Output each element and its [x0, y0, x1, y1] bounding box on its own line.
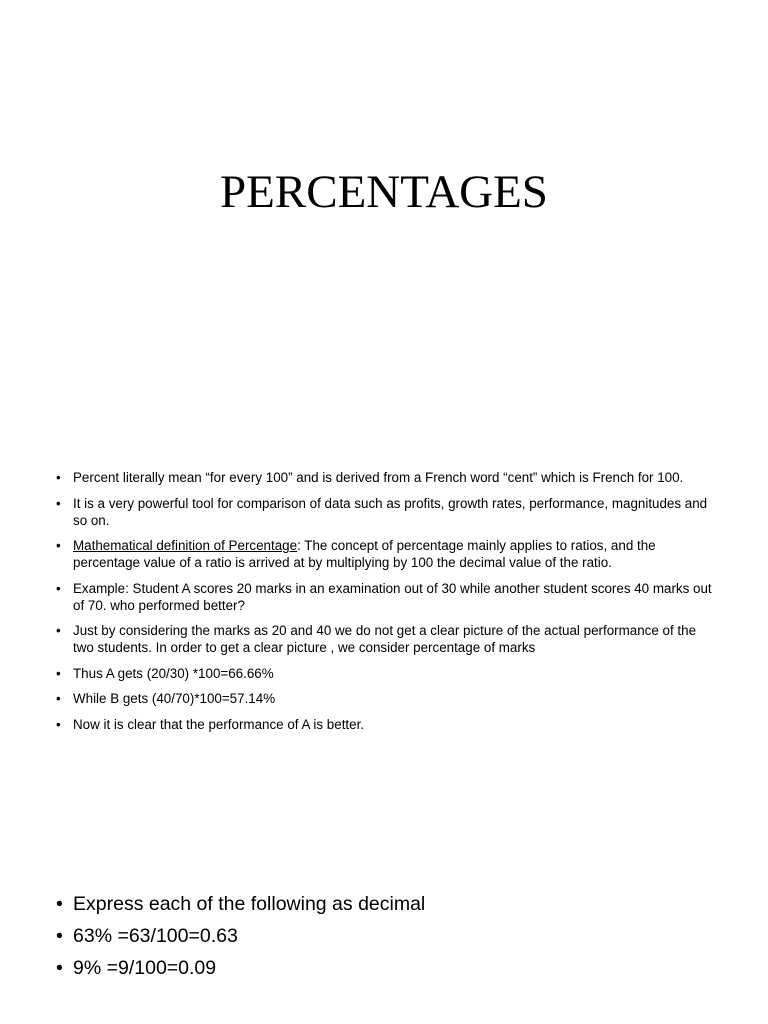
- bullet-item: [56, 690, 716, 707]
- definition-term: Mathematical definition of Percentage: [73, 538, 298, 553]
- bullet-item: [56, 716, 716, 733]
- bullet-text: Example: Student A scores 20 marks in an examination out of 30 while another student scores 40 marks out of 70. who performed better?: [73, 580, 712, 613]
- bullet-item: [56, 495, 716, 529]
- bullet-list: [56, 469, 716, 741]
- bullet-text: Now it is clear that the performance of A is better.: [73, 716, 365, 732]
- bullet-item: [56, 622, 716, 656]
- exercise-item: [56, 892, 716, 916]
- exercise-text: 9% =9/100=0.09: [73, 957, 217, 979]
- bullet-item: [56, 580, 716, 614]
- bullet-text: Percent literally mean “for every 100” and is derived from a French word “cent” which is French for 100.: [73, 470, 684, 485]
- exercise-list: [56, 892, 716, 988]
- bullet-text: It is a very powerful tool for comparison of data such as profits, growth rates, performance, magnitudes and so on.: [73, 495, 708, 528]
- page-title: PERCENTAGES: [220, 166, 548, 218]
- exercise-item: [56, 924, 716, 948]
- bullet-item: [56, 469, 716, 486]
- bullet-text: : The concept of percentage mainly applies to ratios, and the percentage value of a ratio is arrived at by multiplying by 100 the decimal value of the ratio.: [73, 538, 656, 570]
- exercise-item: [56, 956, 716, 980]
- bullet-item: [56, 665, 716, 682]
- exercise-text: Express each of the following as decimal: [73, 893, 426, 915]
- bullet-item: [56, 537, 716, 571]
- exercise-text: 63% =63/100=0.63: [73, 925, 238, 947]
- bullet-text: Thus A gets (20/30) *100=66.66%: [73, 665, 274, 681]
- bullet-text: Just by considering the marks as 20 and 40 we do not get a clear picture of the actual performance of the two students. In order to get a clear picture , we consider percentage of marks: [73, 623, 697, 655]
- bullet-text: While B gets (40/70)*100=57.14%: [73, 691, 276, 706]
